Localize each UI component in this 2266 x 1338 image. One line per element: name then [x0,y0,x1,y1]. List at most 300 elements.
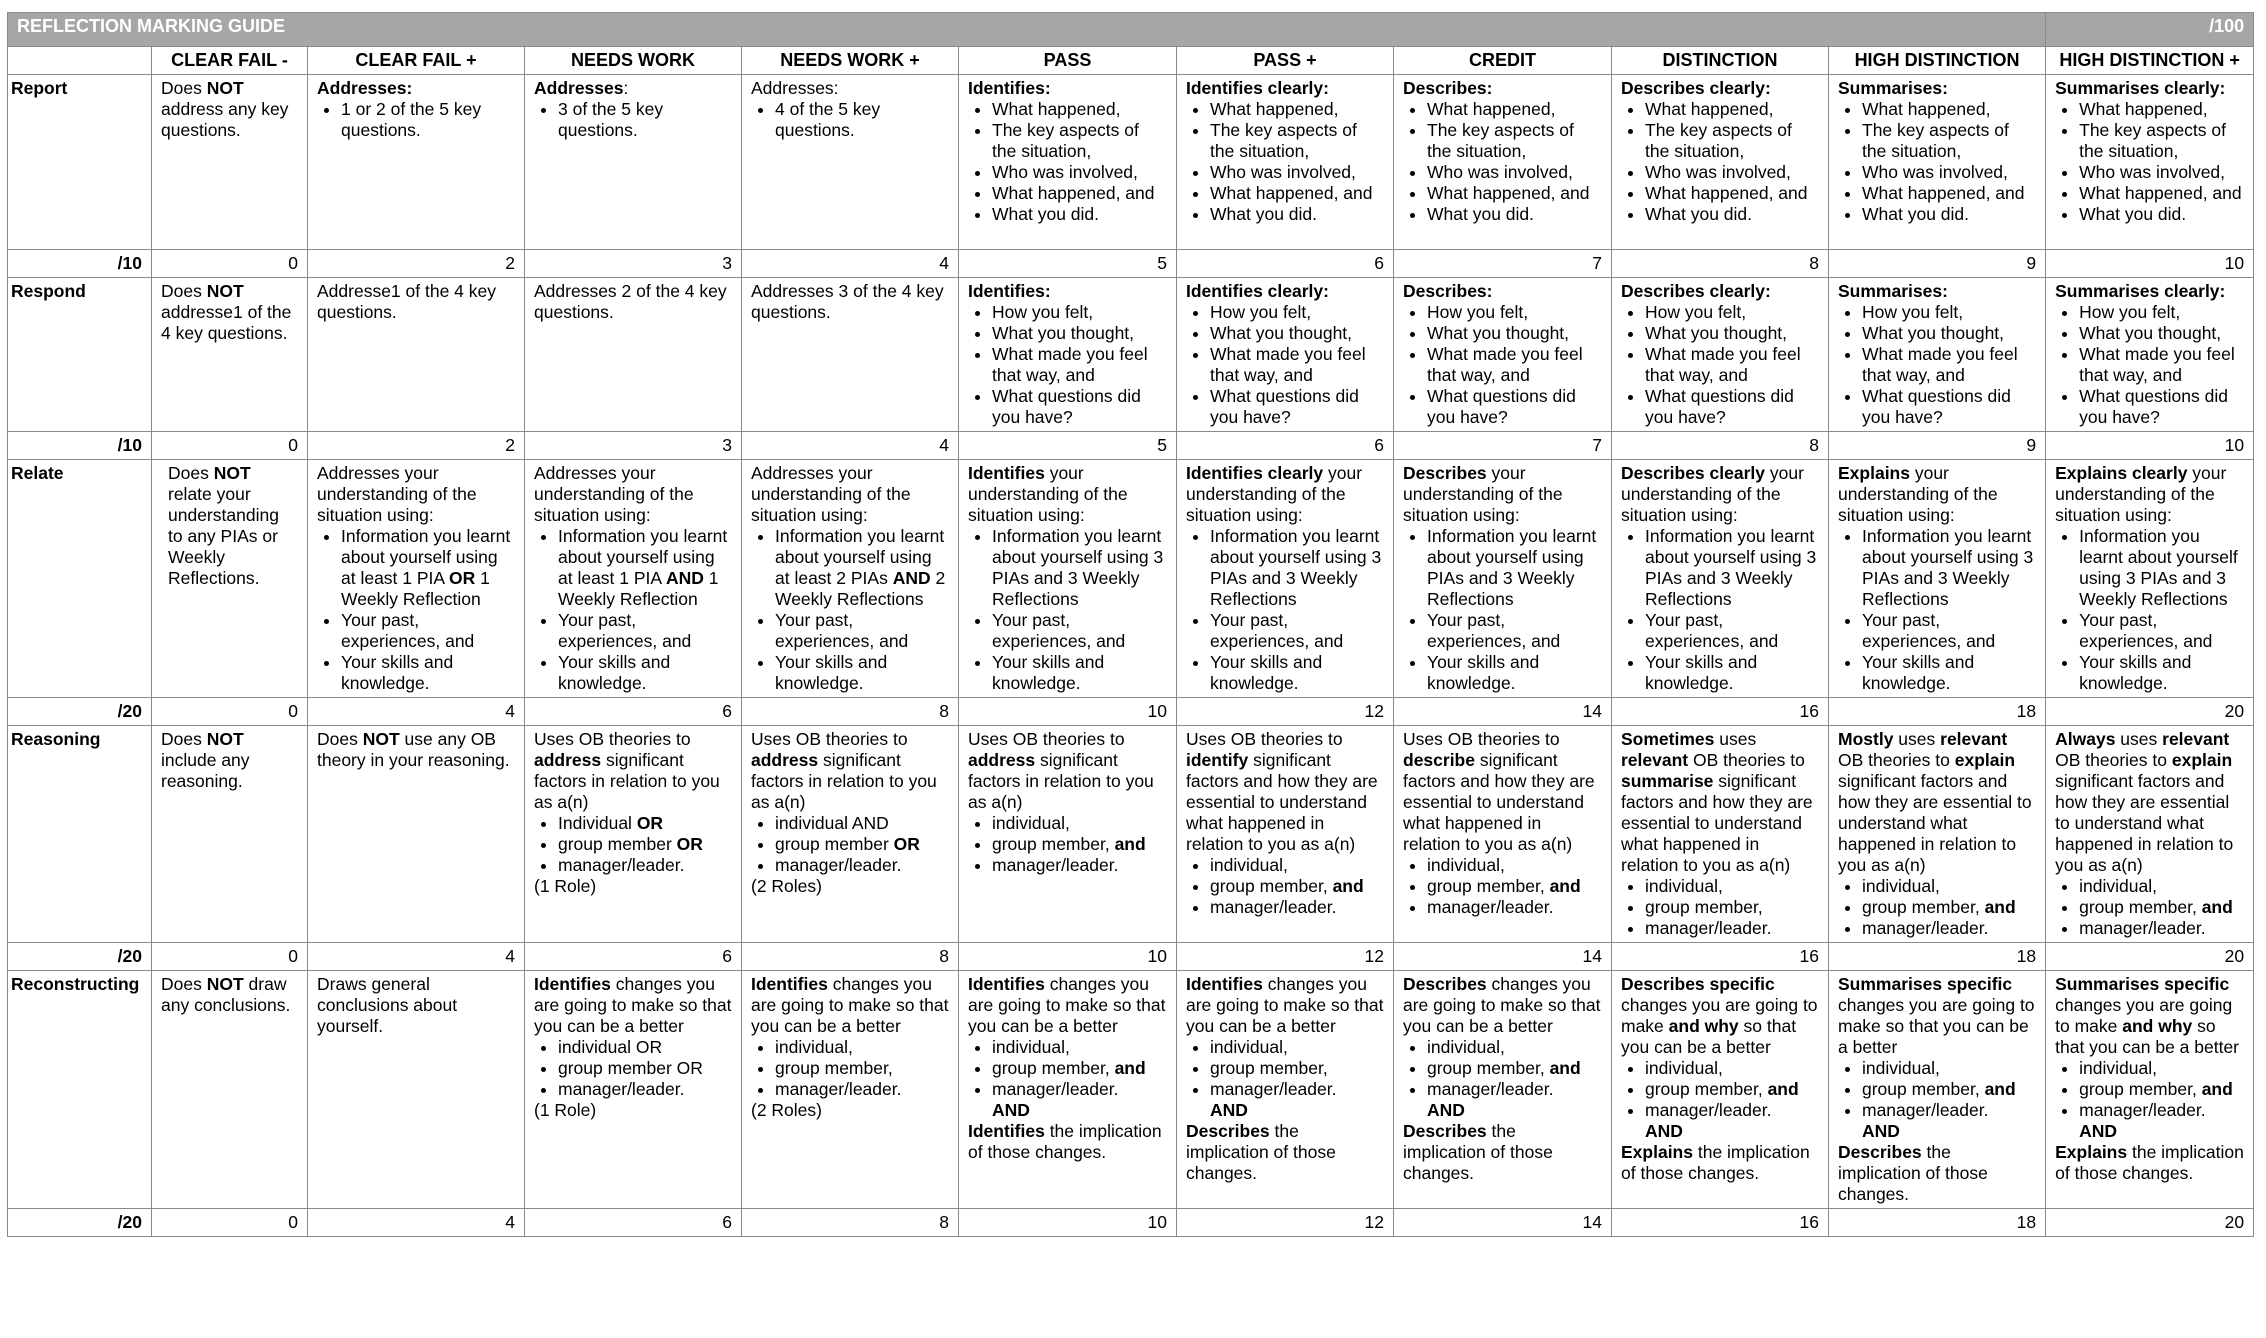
score-value: 20 [2046,698,2254,726]
descriptor-text: Sometimes uses relevant OB theories to summarise significant factors and how they are essential to understand what happened in relation to you as a(n) [1621,729,1813,875]
descriptor-text: Does NOT addresse1 of the 4 key questions. [161,281,292,343]
descriptor-list [1403,99,1602,225]
score-value: 10 [2046,250,2254,278]
score-value: 10 [959,1209,1177,1237]
descriptor-text: Addresses your understanding of the situation using: [317,463,477,525]
descriptor-cell [1612,75,1829,250]
emphasis-text: Identifies clearly: [1186,78,1329,98]
descriptor-list [534,1037,732,1100]
descriptor-text: (1 Role) [534,1100,597,1120]
emphasis-text: Describes clearly: [1621,281,1771,301]
list-item: • group member, and [1427,876,1602,897]
score-value: 6 [525,1209,742,1237]
emphasis-text: OR [676,834,703,854]
descriptor-cell [525,971,742,1209]
criterion-row [8,726,2254,943]
emphasis-text: relevant [1621,750,1689,770]
emphasis-text: Describes [1186,1121,1270,1141]
descriptor-cell [959,460,1177,698]
list-item: • The key aspects of the situation, [1210,120,1384,162]
list-item: • manager/leader. [558,855,732,876]
descriptor-cell [2046,75,2254,250]
score-value: 2 [308,432,525,460]
descriptor-list [1838,99,2036,225]
score-value: 10 [959,698,1177,726]
score-value: 20 [2046,1209,2254,1237]
score-row [8,1209,2254,1237]
list-item: • What happened, [1210,99,1384,120]
descriptor-cell [1829,971,2046,1209]
emphasis-text: Describes clearly [1621,463,1765,483]
descriptor-text [1838,281,2036,302]
list-item: • individual OR [558,1037,732,1058]
score-value: 0 [152,1209,308,1237]
list-item: • manager/leader. [1210,897,1384,918]
list-item: • Information you learnt about yourself using at least 2 PIAs AND 2 Weekly Reflections [775,526,949,610]
list-item: • How you felt, [1645,302,1819,323]
list-item: • What made you feel that way, and [1427,344,1602,386]
score-value: 5 [959,250,1177,278]
score-value: 8 [1612,250,1829,278]
grade-header: DISTINCTION [1612,47,1829,75]
descriptor-list [968,526,1167,694]
descriptor-list [1403,1037,1602,1100]
descriptor-text [1186,78,1384,99]
descriptor-text [1403,78,1602,99]
emphasis-text: address [968,750,1036,770]
emphasis-text: Describes [1403,974,1487,994]
score-value: 16 [1612,1209,1829,1237]
criterion-max-marks: /20 [8,943,152,971]
marking-guide-table [7,12,2254,1237]
emphasis-text: Describes: [1403,281,1493,301]
descriptor-list [1621,302,1819,428]
descriptor-text: Describes specific changes you are going to make and why so that you can be a better [1621,974,1818,1057]
descriptor-text: Describes the implication of those changes. [1186,1121,1336,1183]
descriptor-text: Describes the implication of those changes. [1838,1142,1988,1204]
list-item: • What you thought, [992,323,1167,344]
score-value: 4 [308,698,525,726]
emphasis-text: Identifies [968,1121,1045,1141]
list-item: • manager/leader. [2079,918,2244,939]
emphasis-text: Explains [2055,1142,2128,1162]
list-item: • manager/leader. [1862,918,2036,939]
emphasis-text: AND [892,568,931,588]
emphasis-text: OR [893,834,920,854]
descriptor-text [1621,281,1819,302]
list-item: • What happened, [992,99,1167,120]
descriptor-cell [152,75,308,250]
title-bar [8,13,2254,47]
list-item: • What happened, [2079,99,2244,120]
list-item: • group member, [1645,897,1819,918]
score-value: 10 [2046,432,2254,460]
list-item: • manager/leader. [775,1079,949,1100]
descriptor-cell [308,726,525,943]
score-value: 0 [152,250,308,278]
descriptor-list [2055,302,2244,428]
score-value: 20 [2046,943,2254,971]
list-item: • The key aspects of the situation, [1427,120,1602,162]
descriptor-text: Identifies clearly your understanding of the situation using: [1186,463,1363,525]
list-item: • Information you learnt about yourself using 3 PIAs and 3 Weekly Reflections [1862,526,2036,610]
emphasis-text: explain [2171,750,2233,770]
descriptor-text: Summarises specific changes you are going to make and why so that you can be a better [2055,974,2240,1057]
emphasis-text: identify [1186,750,1249,770]
list-item: • What happened, and [2079,183,2244,204]
score-row [8,432,2254,460]
emphasis-text: Summarises specific [1838,974,2013,994]
emphasis-text: Summarises clearly: [2055,78,2226,98]
list-item: • Your past, experiences, and [2079,610,2244,652]
emphasis-text: Summarises: [1838,281,1948,301]
emphasis-text: Describes [1403,1121,1487,1141]
descriptor-cell [1177,278,1394,432]
descriptor-text: Identifies changes you are going to make so that you can be a better [534,974,732,1036]
score-value: 14 [1394,1209,1612,1237]
list-item: • Your past, experiences, and [558,610,732,652]
emphasis-text: and [1767,1079,1799,1099]
descriptor-cell [742,75,959,250]
descriptor-text: Addresses 2 of the 4 key questions. [534,281,727,322]
list-item: • group member, and [2079,1079,2244,1100]
criterion-max-marks: /10 [8,250,152,278]
emphasis-text: and [1984,897,2016,917]
score-value: 6 [1177,432,1394,460]
grade-header: CREDIT [1394,47,1612,75]
descriptor-cell [1394,460,1612,698]
list-item: • What you thought, [1210,323,1384,344]
descriptor-cell [308,278,525,432]
score-value: 12 [1177,698,1394,726]
list-item: • manager/leader. [775,855,949,876]
emphasis-text: and [1984,1079,2016,1099]
emphasis-text: Describes [1838,1142,1922,1162]
list-item: • The key aspects of the situation, [2079,120,2244,162]
list-item: • individual, [1862,876,2036,897]
list-item: • What happened, [1645,99,1819,120]
descriptor-text: Describes your understanding of the situation using: [1403,463,1563,525]
grade-header: PASS [959,47,1177,75]
list-item: • individual AND [775,813,949,834]
descriptor-text: Addresse1 of the 4 key questions. [317,281,496,322]
emphasis-text: NOT [206,281,244,301]
list-item: • Information you learnt about yourself using 3 PIAs and 3 Weekly Reflections [2079,526,2244,610]
descriptor-cell [1177,460,1394,698]
score-value: 16 [1612,698,1829,726]
descriptor-list [1838,526,2036,694]
list-item: • Your skills and knowledge. [558,652,732,694]
descriptor-list [968,99,1167,225]
score-value: 5 [959,432,1177,460]
and-connector: AND [1862,1121,1900,1141]
total-marks: /100 [2046,13,2254,47]
descriptor-text: Addresses your understanding of the situation using: [751,463,911,525]
descriptor-cell [742,278,959,432]
list-item: • Who was involved, [1645,162,1819,183]
descriptor-cell [152,278,308,432]
descriptor-text: Describes clearly your understanding of the situation using: [1621,463,1804,525]
descriptor-list [2055,526,2244,694]
descriptor-text [1838,78,2036,99]
criterion-row [8,971,2254,1209]
descriptor-list [1186,99,1384,225]
descriptor-list [1838,876,2036,939]
descriptor-list [317,99,515,141]
descriptor-list [317,526,515,694]
score-row [8,943,2254,971]
descriptor-text: Mostly uses relevant OB theories to explain significant factors and how they are essential to understand what happened in relation to you as a(n) [1838,729,2032,875]
list-item: • Your skills and knowledge. [992,652,1167,694]
list-item: • manager/leader. [1210,1079,1384,1100]
list-item: • Your skills and knowledge. [341,652,515,694]
descriptor-list [1186,302,1384,428]
list-item: • Information you learnt about yourself using 3 PIAs and 3 Weekly Reflections [1210,526,1384,610]
list-item: • What you thought, [2079,323,2244,344]
list-item: • group member, and [2079,897,2244,918]
list-item: • Information you learnt about yourself using at least 1 PIA AND 1 Weekly Reflection [558,526,732,610]
descriptor-cell [742,726,959,943]
descriptor-cell [1829,726,2046,943]
descriptor-text: Explains the implication of those changes. [1621,1142,1810,1183]
descriptor-text: Identifies the implication of those changes. [968,1121,1162,1162]
descriptor-text: Uses OB theories to address significant factors in relation to you as a(n) [968,729,1154,812]
score-value: 4 [308,943,525,971]
descriptor-text: Describes changes you are going to make so that you can be a better [1403,974,1601,1036]
descriptor-text: Describes the implication of those changes. [1403,1121,1553,1183]
list-item: • Information you learnt about yourself using PIAs and 3 Weekly Reflections [1427,526,1602,610]
list-item: • manager/leader. [992,855,1167,876]
and-connector: AND [2079,1121,2118,1141]
score-value: 9 [1829,432,2046,460]
descriptor-list [968,302,1167,428]
score-value: 0 [152,943,308,971]
score-value: 12 [1177,943,1394,971]
score-value: 14 [1394,698,1612,726]
list-item: • What questions did you have? [1645,386,1819,428]
score-value: 16 [1612,943,1829,971]
score-value: 8 [742,698,959,726]
descriptor-cell [1612,460,1829,698]
list-item: • Your past, experiences, and [1862,610,2036,652]
list-item: • How you felt, [2079,302,2244,323]
list-item: • Your skills and knowledge. [1210,652,1384,694]
emphasis-text: Identifies: [968,281,1051,301]
emphasis-text: and [2201,897,2233,917]
descriptor-text: Explains the implication of those changes. [2055,1142,2244,1183]
list-item: • Who was involved, [992,162,1167,183]
score-value: 18 [1829,943,2046,971]
emphasis-text: AND [665,568,704,588]
criterion-row [8,460,2254,698]
list-item: • group member, and [1862,897,2036,918]
descriptor-text: Draws general conclusions about yourself. [317,974,458,1036]
list-item: • Your skills and knowledge. [1427,652,1602,694]
score-value: 4 [308,1209,525,1237]
list-item: • What questions did you have? [1427,386,1602,428]
and-connector: AND [1210,1100,1248,1120]
emphasis-text: relevant [2162,729,2230,749]
descriptor-list [534,99,732,141]
list-item: • 3 of the 5 key questions. [558,99,732,141]
criterion-name: Respond [8,278,152,432]
descriptor-cell [525,75,742,250]
descriptor-cell [1829,75,2046,250]
list-item: • Your skills and knowledge. [1862,652,2036,694]
score-value: 7 [1394,250,1612,278]
descriptor-list [751,813,949,876]
list-item: • Your past, experiences, and [1210,610,1384,652]
list-item: • Information you learnt about yourself using 3 PIAs and 3 Weekly Reflections [992,526,1167,610]
score-value: 14 [1394,943,1612,971]
descriptor-list [1621,526,1819,694]
list-item: • What questions did you have? [992,386,1167,428]
list-item: • What happened, and [1862,183,2036,204]
descriptor-list [1621,99,1819,225]
list-item: • group member, [775,1058,949,1079]
list-item: • What you did. [1862,204,2036,225]
emphasis-text: Mostly [1838,729,1894,749]
descriptor-cell [525,726,742,943]
score-value: 10 [959,943,1177,971]
emphasis-text: and why [1668,1016,1739,1036]
grade-header: PASS + [1177,47,1394,75]
descriptor-text: Uses OB theories to describe significant factors and how they are essential to understand what happened in relation to you as a(n) [1403,729,1595,854]
descriptor-text: Does NOT draw any conclusions. [161,974,291,1015]
descriptor-cell [2046,726,2254,943]
descriptor-list [751,99,949,141]
descriptor-list [1186,526,1384,694]
emphasis-text: Explains [1621,1142,1693,1162]
emphasis-text: explain [1954,750,2016,770]
descriptor-cell [1612,278,1829,432]
list-item: • group member, and [992,1058,1167,1079]
list-item: • Your past, experiences, and [1427,610,1602,652]
descriptor-cell [959,278,1177,432]
descriptor-text: Uses OB theories to address significant factors in relation to you as a(n) [534,729,720,812]
descriptor-cell [308,971,525,1209]
descriptor-text [968,281,1167,302]
grade-header-row [8,47,2254,75]
descriptor-list [751,526,949,694]
criterion-max-marks: /20 [8,1209,152,1237]
header-corner [8,47,152,75]
emphasis-text: Identifies [534,974,611,994]
descriptor-cell [152,460,308,698]
descriptor-cell [152,971,308,1209]
list-item: • What questions did you have? [2079,386,2244,428]
and-connector: AND [1645,1121,1683,1141]
list-item: • individual, [1427,1037,1602,1058]
emphasis-text: NOT [206,974,244,994]
criterion-name: Reasoning [8,726,152,943]
list-item: • manager/leader. [992,1079,1167,1100]
list-item: • manager/leader. [1645,918,1819,939]
descriptor-cell [1177,971,1394,1209]
descriptor-text: Addresses your understanding of the situation using: [534,463,694,525]
descriptor-list [534,813,732,876]
list-item: • Your skills and knowledge. [2079,652,2244,694]
emphasis-text: describe [1403,750,1475,770]
emphasis-text: Explains clearly [2055,463,2188,483]
list-item: • individual, [1862,1058,2036,1079]
emphasis-text: NOT [213,463,251,483]
emphasis-text: and why [2122,1016,2193,1036]
descriptor-list [2055,99,2244,225]
emphasis-text: summarise [1621,771,1714,791]
descriptor-text: Explains your understanding of the situation using: [1838,463,1998,525]
list-item: • manager/leader. [1645,1100,1819,1121]
descriptor-cell [1177,726,1394,943]
list-item: • How you felt, [992,302,1167,323]
list-item: • individual, [1210,855,1384,876]
emphasis-text: Identifies [968,463,1045,483]
descriptor-text [1403,281,1602,302]
descriptor-text: Identifies your understanding of the situation using: [968,463,1128,525]
descriptor-text: Uses OB theories to identify significant factors and how they are essential to understand what happened in relation to you as a(n) [1186,729,1378,854]
list-item: • What you did. [1210,204,1384,225]
list-item: • What you did. [992,204,1167,225]
list-item: • What made you feel that way, and [1210,344,1384,386]
descriptor-list [1838,1058,2036,1121]
emphasis-text: Addresses [534,78,624,98]
list-item: • 4 of the 5 key questions. [775,99,949,141]
list-item: • Who was involved, [1427,162,1602,183]
grade-header: HIGH DISTINCTION [1829,47,2046,75]
list-item: • Who was involved, [1210,162,1384,183]
descriptor-text: (2 Roles) [751,1100,822,1120]
descriptor-cell [1829,460,2046,698]
emphasis-text: and [1549,876,1581,896]
emphasis-text: Identifies: [968,78,1051,98]
descriptor-text: (1 Role) [534,876,597,896]
list-item: • Your past, experiences, and [1645,610,1819,652]
list-item: • What you thought, [1427,323,1602,344]
emphasis-text: Describes clearly: [1621,78,1771,98]
descriptor-cell [2046,971,2254,1209]
descriptor-text: Does NOT use any OB theory in your reasoning. [317,729,510,770]
descriptor-cell [308,460,525,698]
criterion-name: Reconstructing [8,971,152,1209]
emphasis-text: Always [2055,729,2116,749]
descriptor-text [2055,281,2244,302]
score-value: 18 [1829,698,2046,726]
score-value: 18 [1829,1209,2046,1237]
list-item: • group member, and [1427,1058,1602,1079]
descriptor-cell [1394,278,1612,432]
emphasis-text: and [1549,1058,1581,1078]
list-item: • Who was involved, [2079,162,2244,183]
emphasis-text: and [1114,1058,1146,1078]
descriptor-cell [742,971,959,1209]
descriptor-list [2055,1058,2244,1121]
descriptor-text: Does NOT address any key questions. [161,78,289,140]
list-item: • individual, [992,1037,1167,1058]
list-item: • individual, [1645,1058,1819,1079]
descriptor-text [1621,78,1819,99]
emphasis-text: and [2201,1079,2233,1099]
list-item: • What questions did you have? [1210,386,1384,428]
descriptor-cell [742,460,959,698]
list-item: • What you did. [2079,204,2244,225]
emphasis-text: relevant [1940,729,2008,749]
descriptor-list [1403,855,1602,918]
list-item: • What you did. [1427,204,1602,225]
descriptor-list [2055,876,2244,939]
list-item: • individual, [2079,876,2244,897]
descriptor-text [968,78,1167,99]
emphasis-text: OR [448,568,476,588]
